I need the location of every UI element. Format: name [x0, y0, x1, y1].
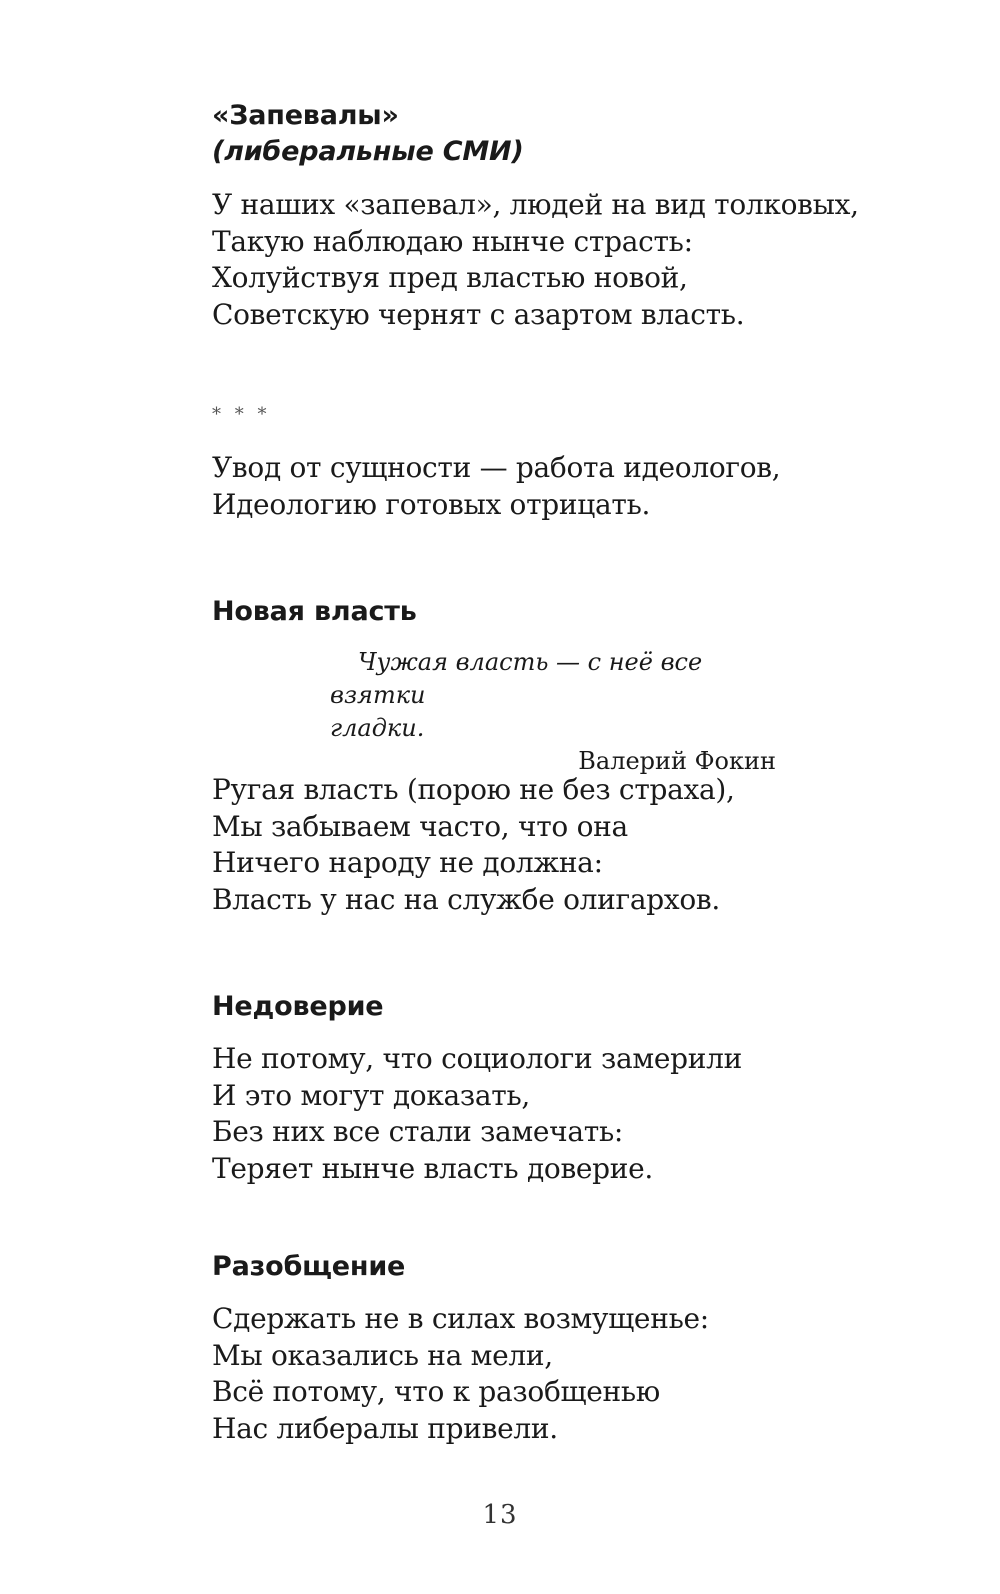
- poem-title: Новая власть: [212, 596, 417, 627]
- poem-novaya-vlast-verse: [212, 772, 812, 918]
- poem-novaya-vlast: [212, 594, 812, 630]
- verse-line: Не потому, что социологи замерили: [212, 1042, 742, 1075]
- verse-line: Нас либералы привели.: [212, 1411, 558, 1445]
- poem-zapevaly-verse: [212, 187, 859, 333]
- poem-title: Разобщение: [212, 1251, 406, 1282]
- verse-line: У наших «запевал», людей на вид толковых,: [212, 188, 859, 221]
- poem-untitled-verse: [212, 450, 812, 523]
- verse-line: Всё потому, что к разобщенью: [212, 1375, 660, 1408]
- asterism-title: * * *: [212, 404, 271, 425]
- verse-line: Теряет нынче власть доверие.: [212, 1151, 654, 1185]
- poem-zapevaly: [212, 98, 812, 170]
- verse-line: Сдержать не в силах возмущенье:: [212, 1302, 709, 1335]
- verse-line: Советскую чернят с азартом власть.: [212, 297, 745, 331]
- page-number: 13: [482, 1500, 518, 1530]
- verse-line: Идеологию готовых отрицать.: [212, 487, 651, 521]
- verse-line: Власть у нас на службе олигархов.: [212, 882, 720, 916]
- poem-razobshchenie: [212, 1249, 812, 1285]
- book-page: [212, 0, 859, 1594]
- poem-untitled: [212, 405, 812, 425]
- poem-nedoverie-verse: [212, 1041, 812, 1187]
- verse-line: Мы забываем часто, что она: [212, 809, 628, 843]
- verse: [212, 1041, 812, 1187]
- verse-line: Ничего народу не должна:: [212, 846, 603, 879]
- epigraph: [330, 646, 776, 778]
- poem-title: Недоверие: [212, 991, 384, 1022]
- poem-nedoverie: [212, 989, 812, 1025]
- verse-line: Без них все стали замечать:: [212, 1115, 624, 1148]
- verse-line: И это могут доказать,: [212, 1078, 531, 1112]
- verse-line: Такую наблюдаю нынче страсть:: [212, 224, 693, 258]
- verse: [212, 450, 812, 523]
- epigraph-line: Чужая власть — с неё все взятки: [330, 648, 703, 709]
- epigraph-author: Валерий Фокин: [578, 747, 776, 775]
- epigraph-quote: [330, 646, 776, 745]
- verse-line: Холуйствуя пред властью новой,: [212, 261, 688, 294]
- poem-subtitle: (либеральные СМИ): [212, 136, 524, 167]
- poem-title: «Запевалы»: [212, 100, 399, 131]
- verse-line: Ругая власть (порою не без страха),: [212, 773, 735, 806]
- verse-line: Увод от сущности — работа идеологов,: [212, 451, 781, 484]
- verse: [212, 772, 812, 918]
- verse: [212, 187, 859, 333]
- epigraph-line: гладки.: [330, 714, 425, 742]
- verse: [212, 1301, 812, 1447]
- poem-razobshchenie-verse: [212, 1301, 812, 1447]
- verse-line: Мы оказались на мели,: [212, 1338, 553, 1372]
